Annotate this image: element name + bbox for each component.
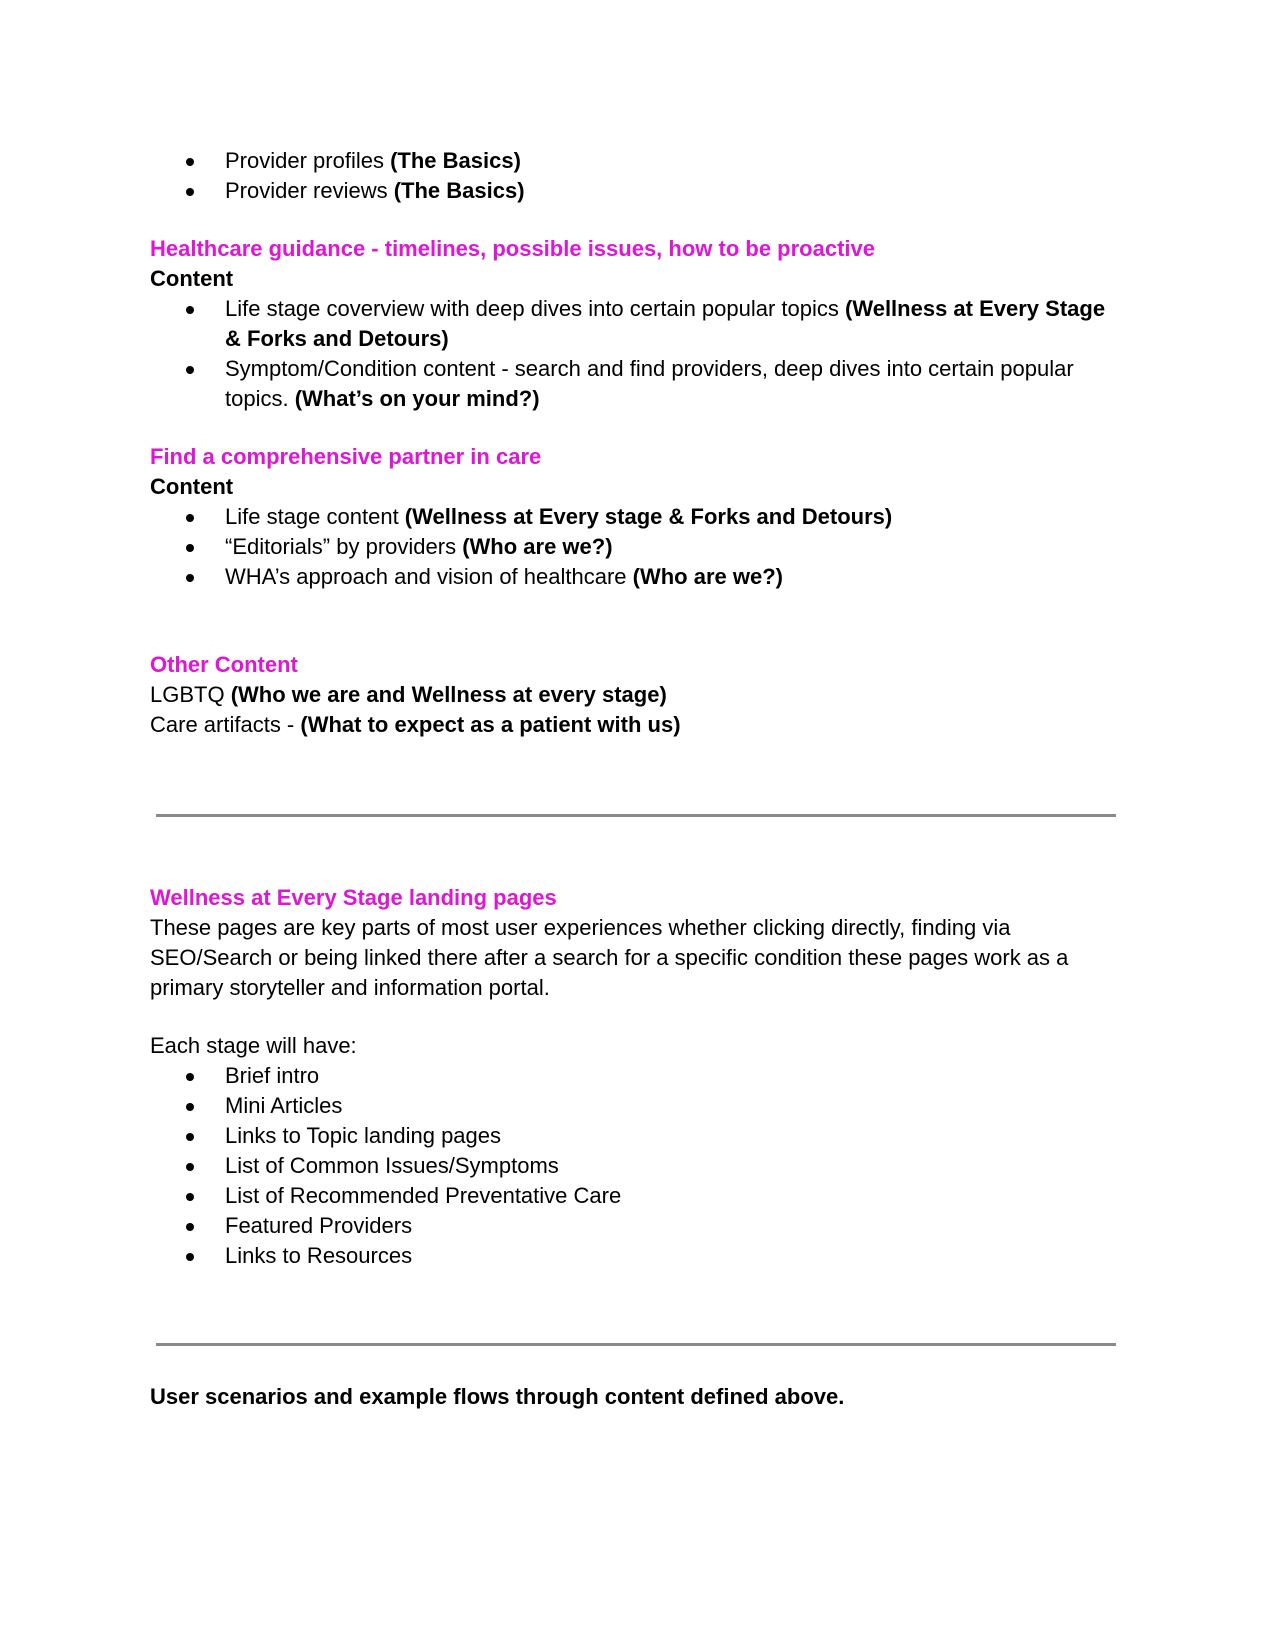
list-item: Life stage coverview with deep dives into certain popular topics (Wellness at Every Stage & Forks and Detours) bbox=[225, 294, 1125, 354]
wellness-lead: Each stage will have: bbox=[150, 1033, 357, 1058]
bullet-icon bbox=[186, 1133, 194, 1141]
list-item: Life stage content (Wellness at Every stage & Forks and Detours) bbox=[225, 502, 1125, 532]
list-item: Featured Providers bbox=[225, 1211, 1125, 1241]
provider-list bbox=[150, 146, 1125, 206]
footer-note: User scenarios and example flows through content defined above. bbox=[150, 1384, 845, 1409]
bullet-icon bbox=[186, 188, 194, 196]
other-line: LGBTQ (Who we are and Wellness at every stage) bbox=[150, 682, 667, 707]
list-item: “Editorials” by providers (Who are we?) bbox=[225, 532, 1125, 562]
list-item: List of Common Issues/Symptoms bbox=[225, 1151, 1125, 1181]
bullet-icon bbox=[186, 1163, 194, 1171]
guidance-list bbox=[150, 294, 1125, 414]
list-item: Mini Articles bbox=[225, 1091, 1125, 1121]
bullet-icon bbox=[186, 1223, 194, 1231]
list-item: Brief intro bbox=[225, 1061, 1125, 1091]
section-heading-guidance: Healthcare guidance - timelines, possible issues, how to be proactive bbox=[150, 236, 875, 261]
list-item: Provider reviews (The Basics) bbox=[225, 176, 1125, 206]
section-heading-other: Other Content bbox=[150, 652, 298, 677]
section-heading-partner: Find a comprehensive partner in care bbox=[150, 444, 542, 469]
bullet-icon bbox=[186, 366, 194, 374]
list-item: Provider profiles (The Basics) bbox=[225, 146, 1125, 176]
list-item: List of Recommended Preventative Care bbox=[225, 1181, 1125, 1211]
list-item: Links to Resources bbox=[225, 1241, 1125, 1271]
list-item: WHA’s approach and vision of healthcare (Who are we?) bbox=[225, 562, 1125, 592]
bullet-icon bbox=[186, 158, 194, 166]
section-heading-wellness: Wellness at Every Stage landing pages bbox=[150, 885, 557, 910]
bullet-icon bbox=[186, 1103, 194, 1111]
list-item: Symptom/Condition content - search and find providers, deep dives into certain popular topics. (What’s on your mind?) bbox=[225, 354, 1125, 414]
bullet-icon bbox=[186, 1253, 194, 1261]
bullet-icon bbox=[186, 306, 194, 314]
content-label: Content bbox=[150, 474, 234, 499]
bullet-icon bbox=[186, 514, 194, 522]
list-item: Links to Topic landing pages bbox=[225, 1121, 1125, 1151]
bullet-icon bbox=[186, 544, 194, 552]
bullet-icon bbox=[186, 1193, 194, 1201]
bullet-icon bbox=[186, 1073, 194, 1081]
partner-list bbox=[150, 502, 1125, 592]
bullet-icon bbox=[186, 574, 194, 582]
content-label: Content bbox=[150, 266, 234, 291]
document-page bbox=[150, 146, 1125, 1412]
other-line: Care artifacts - (What to expect as a patient with us) bbox=[150, 712, 681, 737]
wellness-list bbox=[150, 1061, 1125, 1271]
wellness-intro: These pages are key parts of most user experiences whether clicking directly, finding via SEO/Search or being linked there after a search for a specific condition these pages work as a primary storyteller and information portal. bbox=[150, 915, 1069, 1000]
